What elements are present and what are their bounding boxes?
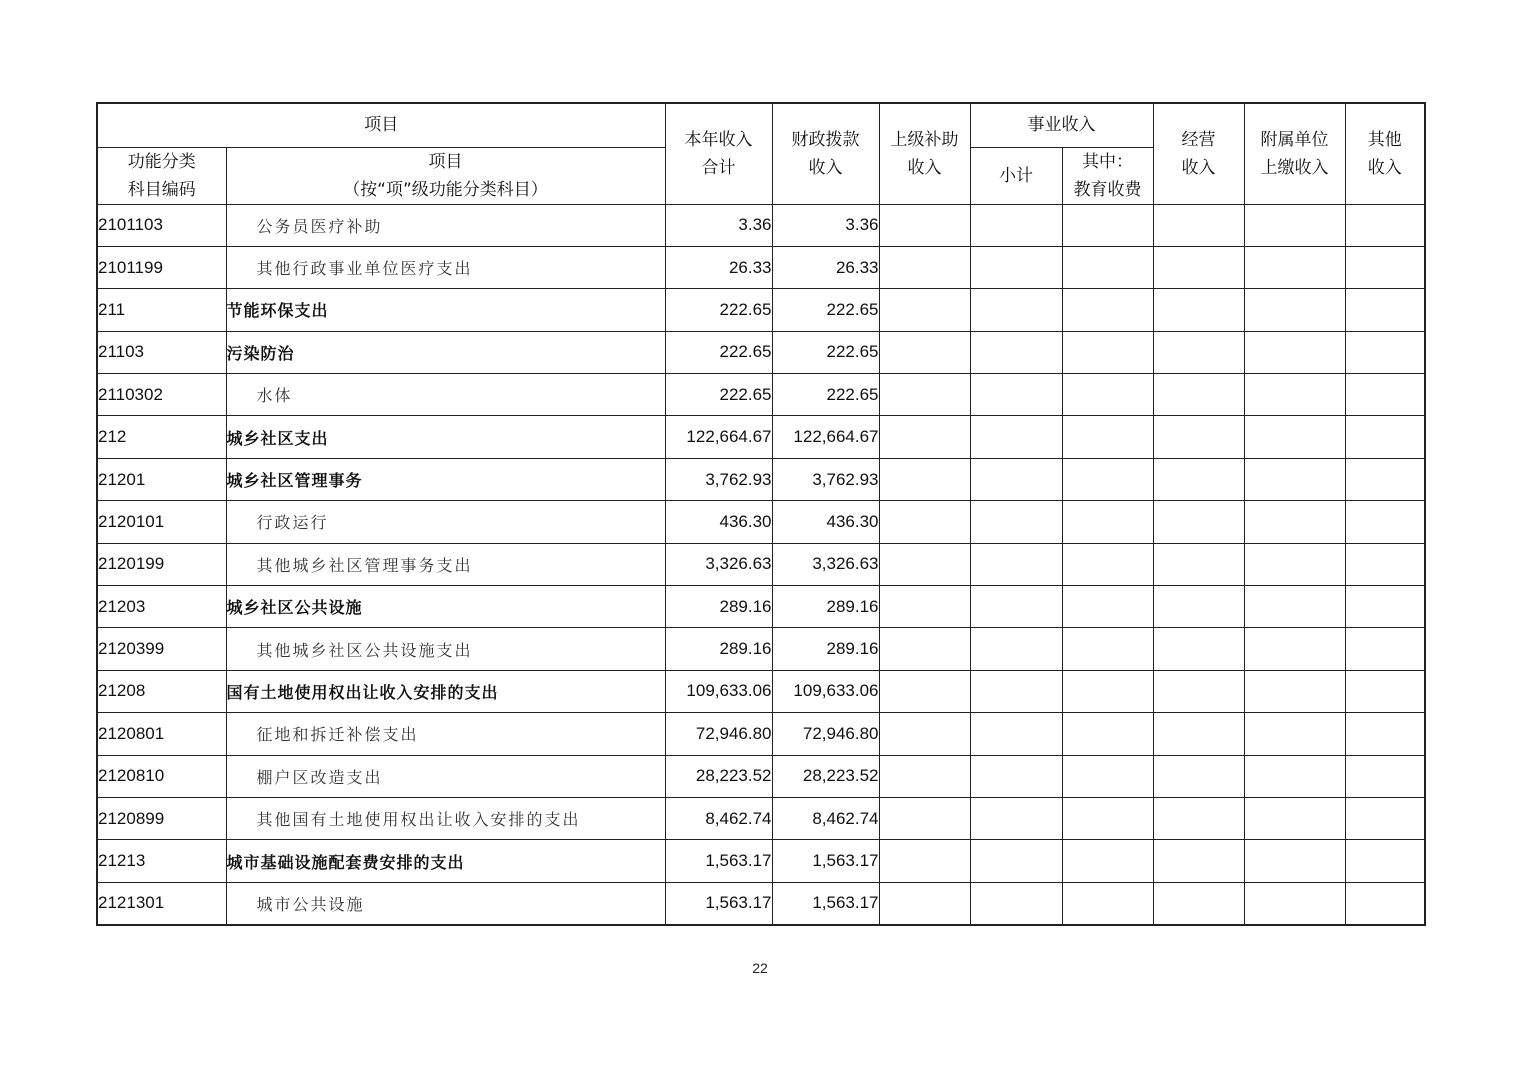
row-fiscal: 436.30 [772,501,879,543]
row-education [1062,628,1153,670]
row-operating [1153,628,1244,670]
row-fiscal: 3,762.93 [772,458,879,500]
row-superior [879,331,970,373]
row-fiscal: 8,462.74 [772,797,879,839]
row-code: 2120810 [97,755,226,797]
row-total: 109,633.06 [665,670,772,712]
row-affiliated [1244,670,1345,712]
row-other [1345,501,1425,543]
row-name: 其他城乡社区公共设施支出 [226,628,665,670]
row-fiscal: 72,946.80 [772,713,879,755]
row-name: 污染防治 [226,331,665,373]
row-operating [1153,374,1244,416]
row-total: 28,223.52 [665,755,772,797]
row-operating [1153,331,1244,373]
row-name: 棚户区改造支出 [226,755,665,797]
table-row [97,204,1425,246]
row-name: 征地和拆迁补偿支出 [226,713,665,755]
row-subtotal [970,628,1062,670]
row-other [1345,331,1425,373]
row-subtotal [970,246,1062,288]
row-other [1345,374,1425,416]
row-operating [1153,670,1244,712]
row-affiliated [1244,628,1345,670]
row-code: 2121301 [97,882,226,925]
row-fiscal: 1,563.17 [772,840,879,882]
row-superior [879,501,970,543]
row-total: 289.16 [665,628,772,670]
row-other [1345,289,1425,331]
row-fiscal: 289.16 [772,628,879,670]
row-affiliated [1244,882,1345,925]
row-operating [1153,246,1244,288]
row-superior [879,458,970,500]
row-subtotal [970,501,1062,543]
row-other [1345,246,1425,288]
row-name: 城乡社区公共设施 [226,586,665,628]
row-operating [1153,416,1244,458]
row-code: 21103 [97,331,226,373]
row-fiscal: 109,633.06 [772,670,879,712]
row-total: 3,762.93 [665,458,772,500]
header-code: 功能分类 科目编码 [97,147,226,204]
row-other [1345,586,1425,628]
row-other [1345,840,1425,882]
row-fiscal: 1,563.17 [772,882,879,925]
row-subtotal [970,840,1062,882]
row-education [1062,416,1153,458]
row-code: 2120899 [97,797,226,839]
row-code: 21203 [97,586,226,628]
row-fiscal: 222.65 [772,331,879,373]
row-total: 222.65 [665,289,772,331]
row-operating [1153,458,1244,500]
row-total: 3,326.63 [665,543,772,585]
table-row [97,840,1425,882]
row-education [1062,882,1153,925]
row-affiliated [1244,543,1345,585]
row-affiliated [1244,246,1345,288]
row-code: 2101103 [97,204,226,246]
row-total: 222.65 [665,331,772,373]
header-subtotal: 小计 [970,147,1062,204]
row-other [1345,204,1425,246]
header-superior: 上级补助 收入 [879,103,970,204]
header-business-group: 事业收入 [970,103,1153,147]
row-total: 8,462.74 [665,797,772,839]
row-subtotal [970,755,1062,797]
row-name: 其他行政事业单位医疗支出 [226,246,665,288]
row-other [1345,416,1425,458]
row-subtotal [970,797,1062,839]
row-total: 122,664.67 [665,416,772,458]
row-name: 城市基础设施配套费安排的支出 [226,840,665,882]
row-operating [1153,755,1244,797]
row-affiliated [1244,416,1345,458]
row-code: 21213 [97,840,226,882]
row-affiliated [1244,586,1345,628]
row-other [1345,713,1425,755]
row-education [1062,670,1153,712]
table-row [97,458,1425,500]
row-name: 其他国有土地使用权出让收入安排的支出 [226,797,665,839]
row-education [1062,374,1153,416]
row-other [1345,882,1425,925]
row-superior [879,713,970,755]
row-affiliated [1244,289,1345,331]
row-name: 水体 [226,374,665,416]
table-row [97,755,1425,797]
row-fiscal: 3,326.63 [772,543,879,585]
row-name: 城市公共设施 [226,882,665,925]
row-fiscal: 3.36 [772,204,879,246]
table-row [97,882,1425,925]
row-total: 3.36 [665,204,772,246]
row-education [1062,289,1153,331]
row-subtotal [970,713,1062,755]
row-operating [1153,501,1244,543]
row-subtotal [970,670,1062,712]
row-subtotal [970,543,1062,585]
row-superior [879,204,970,246]
row-code: 21208 [97,670,226,712]
row-total: 72,946.80 [665,713,772,755]
header-fiscal: 财政拨款 收入 [772,103,879,204]
row-affiliated [1244,755,1345,797]
page-number: 22 [752,960,768,976]
row-operating [1153,713,1244,755]
row-fiscal: 289.16 [772,586,879,628]
header-affiliated: 附属单位 上缴收入 [1244,103,1345,204]
row-education [1062,204,1153,246]
row-education [1062,840,1153,882]
row-subtotal [970,374,1062,416]
row-code: 211 [97,289,226,331]
table-row [97,416,1425,458]
row-education [1062,246,1153,288]
row-education [1062,586,1153,628]
row-subtotal [970,882,1062,925]
row-code: 2101199 [97,246,226,288]
table-row [97,713,1425,755]
row-superior [879,797,970,839]
row-superior [879,628,970,670]
row-fiscal: 26.33 [772,246,879,288]
table-row [97,331,1425,373]
row-education [1062,501,1153,543]
row-operating [1153,289,1244,331]
row-superior [879,755,970,797]
row-code: 2110302 [97,374,226,416]
row-superior [879,374,970,416]
row-name: 国有土地使用权出让收入安排的支出 [226,670,665,712]
row-name: 其他城乡社区管理事务支出 [226,543,665,585]
row-education [1062,331,1153,373]
row-superior [879,586,970,628]
row-code: 2120199 [97,543,226,585]
row-fiscal: 222.65 [772,374,879,416]
header-total: 本年收入 合计 [665,103,772,204]
row-total: 436.30 [665,501,772,543]
row-superior [879,840,970,882]
row-operating [1153,840,1244,882]
table-row [97,670,1425,712]
table-row [97,501,1425,543]
row-name: 行政运行 [226,501,665,543]
row-education [1062,797,1153,839]
row-education [1062,755,1153,797]
row-superior [879,289,970,331]
row-total: 222.65 [665,374,772,416]
row-code: 2120101 [97,501,226,543]
row-total: 26.33 [665,246,772,288]
row-operating [1153,797,1244,839]
row-superior [879,246,970,288]
row-other [1345,797,1425,839]
row-code: 2120399 [97,628,226,670]
row-other [1345,543,1425,585]
table-row [97,374,1425,416]
row-affiliated [1244,458,1345,500]
row-name: 城乡社区支出 [226,416,665,458]
row-subtotal [970,204,1062,246]
table-row [97,586,1425,628]
header-name: 项目 （按“项”级功能分类科目） [226,147,665,204]
row-name: 节能环保支出 [226,289,665,331]
row-code: 2120801 [97,713,226,755]
row-name: 公务员医疗补助 [226,204,665,246]
row-fiscal: 222.65 [772,289,879,331]
table-body [97,204,1425,925]
row-subtotal [970,586,1062,628]
row-total: 1,563.17 [665,882,772,925]
table-row [97,246,1425,288]
row-total: 1,563.17 [665,840,772,882]
row-affiliated [1244,501,1345,543]
row-education [1062,458,1153,500]
row-education [1062,543,1153,585]
row-other [1345,628,1425,670]
row-other [1345,458,1425,500]
row-affiliated [1244,204,1345,246]
row-affiliated [1244,374,1345,416]
row-affiliated [1244,331,1345,373]
row-superior [879,882,970,925]
row-operating [1153,586,1244,628]
row-subtotal [970,416,1062,458]
row-affiliated [1244,797,1345,839]
row-fiscal: 28,223.52 [772,755,879,797]
row-total: 289.16 [665,586,772,628]
row-operating [1153,882,1244,925]
row-subtotal [970,458,1062,500]
table-row [97,543,1425,585]
income-table [96,102,1426,926]
header-other: 其他 收入 [1345,103,1425,204]
row-education [1062,713,1153,755]
table-row [97,628,1425,670]
header-education: 其中： 教育收费 [1062,147,1153,204]
row-other [1345,755,1425,797]
row-operating [1153,204,1244,246]
row-operating [1153,543,1244,585]
header-item-group: 项目 [97,103,665,147]
row-name: 城乡社区管理事务 [226,458,665,500]
row-affiliated [1244,840,1345,882]
row-code: 21201 [97,458,226,500]
row-subtotal [970,289,1062,331]
row-code: 212 [97,416,226,458]
row-affiliated [1244,713,1345,755]
row-superior [879,416,970,458]
header-operating: 经营 收入 [1153,103,1244,204]
row-fiscal: 122,664.67 [772,416,879,458]
table-row [97,289,1425,331]
table-row [97,797,1425,839]
row-superior [879,670,970,712]
row-subtotal [970,331,1062,373]
row-superior [879,543,970,585]
row-other [1345,670,1425,712]
